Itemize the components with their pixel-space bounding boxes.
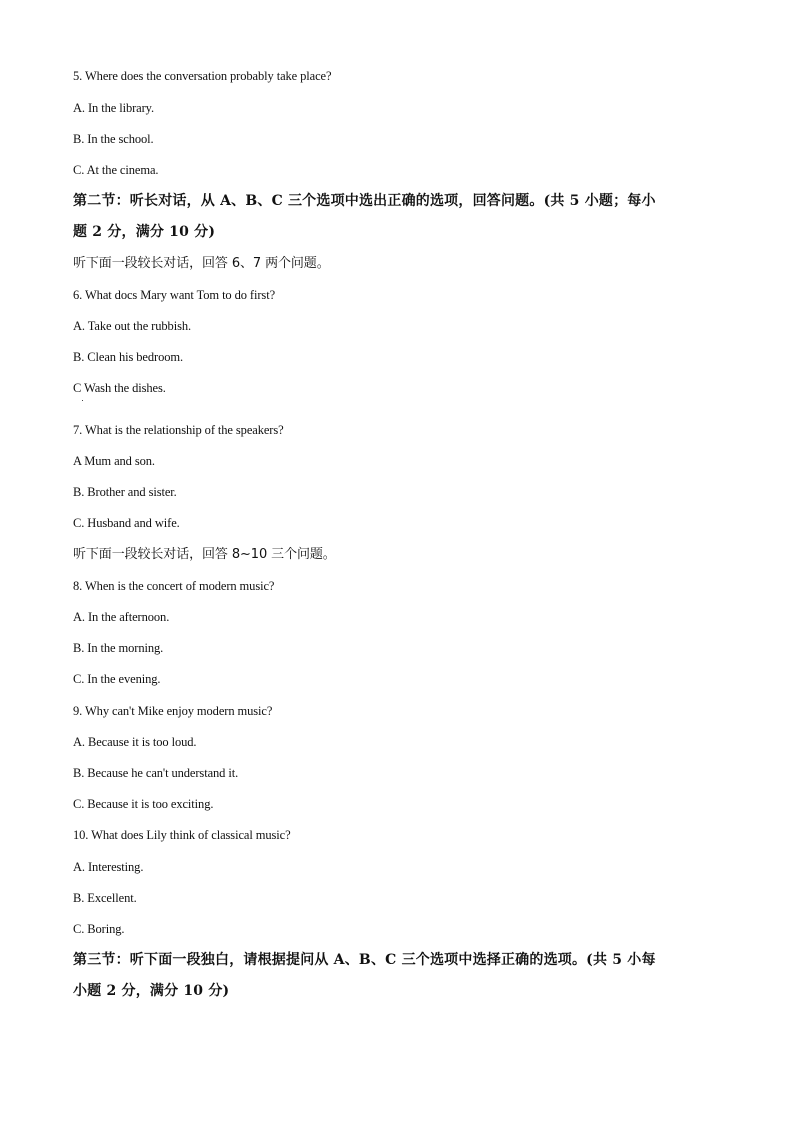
option-6c: C Wash the dishes. <box>73 381 166 395</box>
stray-dot-mark <box>82 400 83 401</box>
option-5b: B. In the school. <box>73 132 154 146</box>
option-10a: A. Interesting. <box>73 860 144 874</box>
question-6: 6. What docs Mary want Tom to do first? <box>73 288 276 302</box>
option-7b: B. Brother and sister. <box>73 485 177 499</box>
option-8c: C. In the evening. <box>73 672 161 686</box>
option-6a: A. Take out the rubbish. <box>73 319 192 333</box>
section-2-heading-line-1: 第二节：听长对话，从 A、B、C 三个选项中选出正确的选项，回答问题。(共 5 小题；每小 <box>73 193 656 209</box>
option-8b: B. In the morning. <box>73 641 164 655</box>
option-8a: A. In the afternoon. <box>73 610 170 624</box>
option-5a: A. In the library. <box>73 101 155 115</box>
question-7: 7. What is the relationship of the speakers? <box>73 423 284 437</box>
section-3-heading-line-1: 第三节：听下面一段独白，请根据提问从 A、B、C 三个选项中选择正确的选项。(共 5 小每 <box>73 952 656 968</box>
section-3-heading-line-2: 小题 2 分，满分 10 分) <box>73 983 230 999</box>
option-5c: C. At the cinema. <box>73 163 159 177</box>
question-8: 8. When is the concert of modern music? <box>73 579 275 593</box>
instruction-q8-q10: 听下面一段较长对话，回答 8~10 三个问题。 <box>73 547 336 562</box>
instruction-q6-q7: 听下面一段较长对话，回答 6、7 两个问题。 <box>73 256 330 271</box>
question-9: 9. Why can't Mike enjoy modern music? <box>73 704 273 718</box>
option-7c: C. Husband and wife. <box>73 516 180 530</box>
question-10: 10. What does Lily think of classical music? <box>73 828 291 842</box>
option-7a: A Mum and son. <box>73 454 155 468</box>
option-9c: C. Because it is too exciting. <box>73 797 214 811</box>
question-5: 5. Where does the conversation probably take place? <box>73 69 332 83</box>
option-6b: B. Clean his bedroom. <box>73 350 184 364</box>
option-10b: B. Excellent. <box>73 891 137 905</box>
section-2-heading-line-2: 题 2 分，满分 10 分) <box>73 224 216 240</box>
option-10c: C. Boring. <box>73 922 125 936</box>
option-9a: A. Because it is too loud. <box>73 735 197 749</box>
option-9b: B. Because he can't understand it. <box>73 766 239 780</box>
